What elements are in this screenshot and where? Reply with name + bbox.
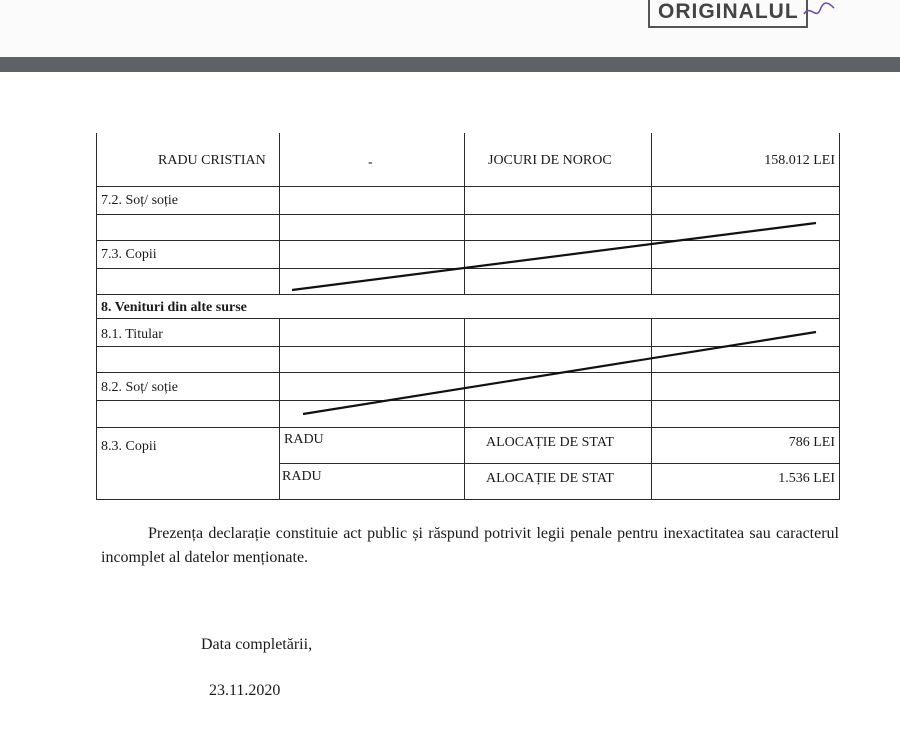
declaration-text: Prezența declarație constituie act public și răspund potrivit legii penale pentru inexactitatea sau caracterul incomplet al datelor menționate. bbox=[101, 525, 839, 566]
strike-line bbox=[292, 223, 816, 290]
row-col2: - bbox=[368, 155, 373, 170]
row-name: RADU CRISTIAN bbox=[158, 153, 266, 168]
row-label-7-2: 7.2. Soț/ soție bbox=[101, 193, 179, 208]
row-label-8-2: 8.2. Soț/ soție bbox=[101, 380, 179, 395]
row-label-7-3: 7.3. Copii bbox=[101, 247, 157, 262]
scan-divider-bar bbox=[0, 57, 900, 72]
date-value: 23.11.2020 bbox=[209, 682, 281, 699]
redaction-block bbox=[329, 465, 463, 498]
date-label: Data completării, bbox=[201, 636, 313, 653]
row-source: JOCURI DE NOROC bbox=[488, 153, 612, 168]
income-table bbox=[96, 133, 840, 500]
row-amount: 158.012 LEI bbox=[764, 153, 835, 168]
redaction-block bbox=[329, 430, 463, 462]
child-source: ALOCAȚIE DE STAT bbox=[486, 435, 614, 450]
child-amount: 786 LEI bbox=[788, 435, 835, 450]
table-grid bbox=[96, 133, 840, 500]
child-name: RADU bbox=[282, 469, 322, 484]
row-label-8-3: 8.3. Copii bbox=[101, 439, 157, 454]
section-title-8: 8. Venituri din alte surse bbox=[101, 300, 247, 315]
row-label-8-1: 8.1. Titular bbox=[101, 327, 163, 342]
original-stamp bbox=[648, 0, 808, 28]
stamp-signature-scribble bbox=[800, 0, 840, 24]
child-source: ALOCAȚIE DE STAT bbox=[486, 471, 614, 486]
child-name: RADU bbox=[284, 432, 324, 447]
stamp-text: ORIGINALUL bbox=[658, 0, 799, 23]
child-amount: 1.536 LEI bbox=[778, 471, 835, 486]
